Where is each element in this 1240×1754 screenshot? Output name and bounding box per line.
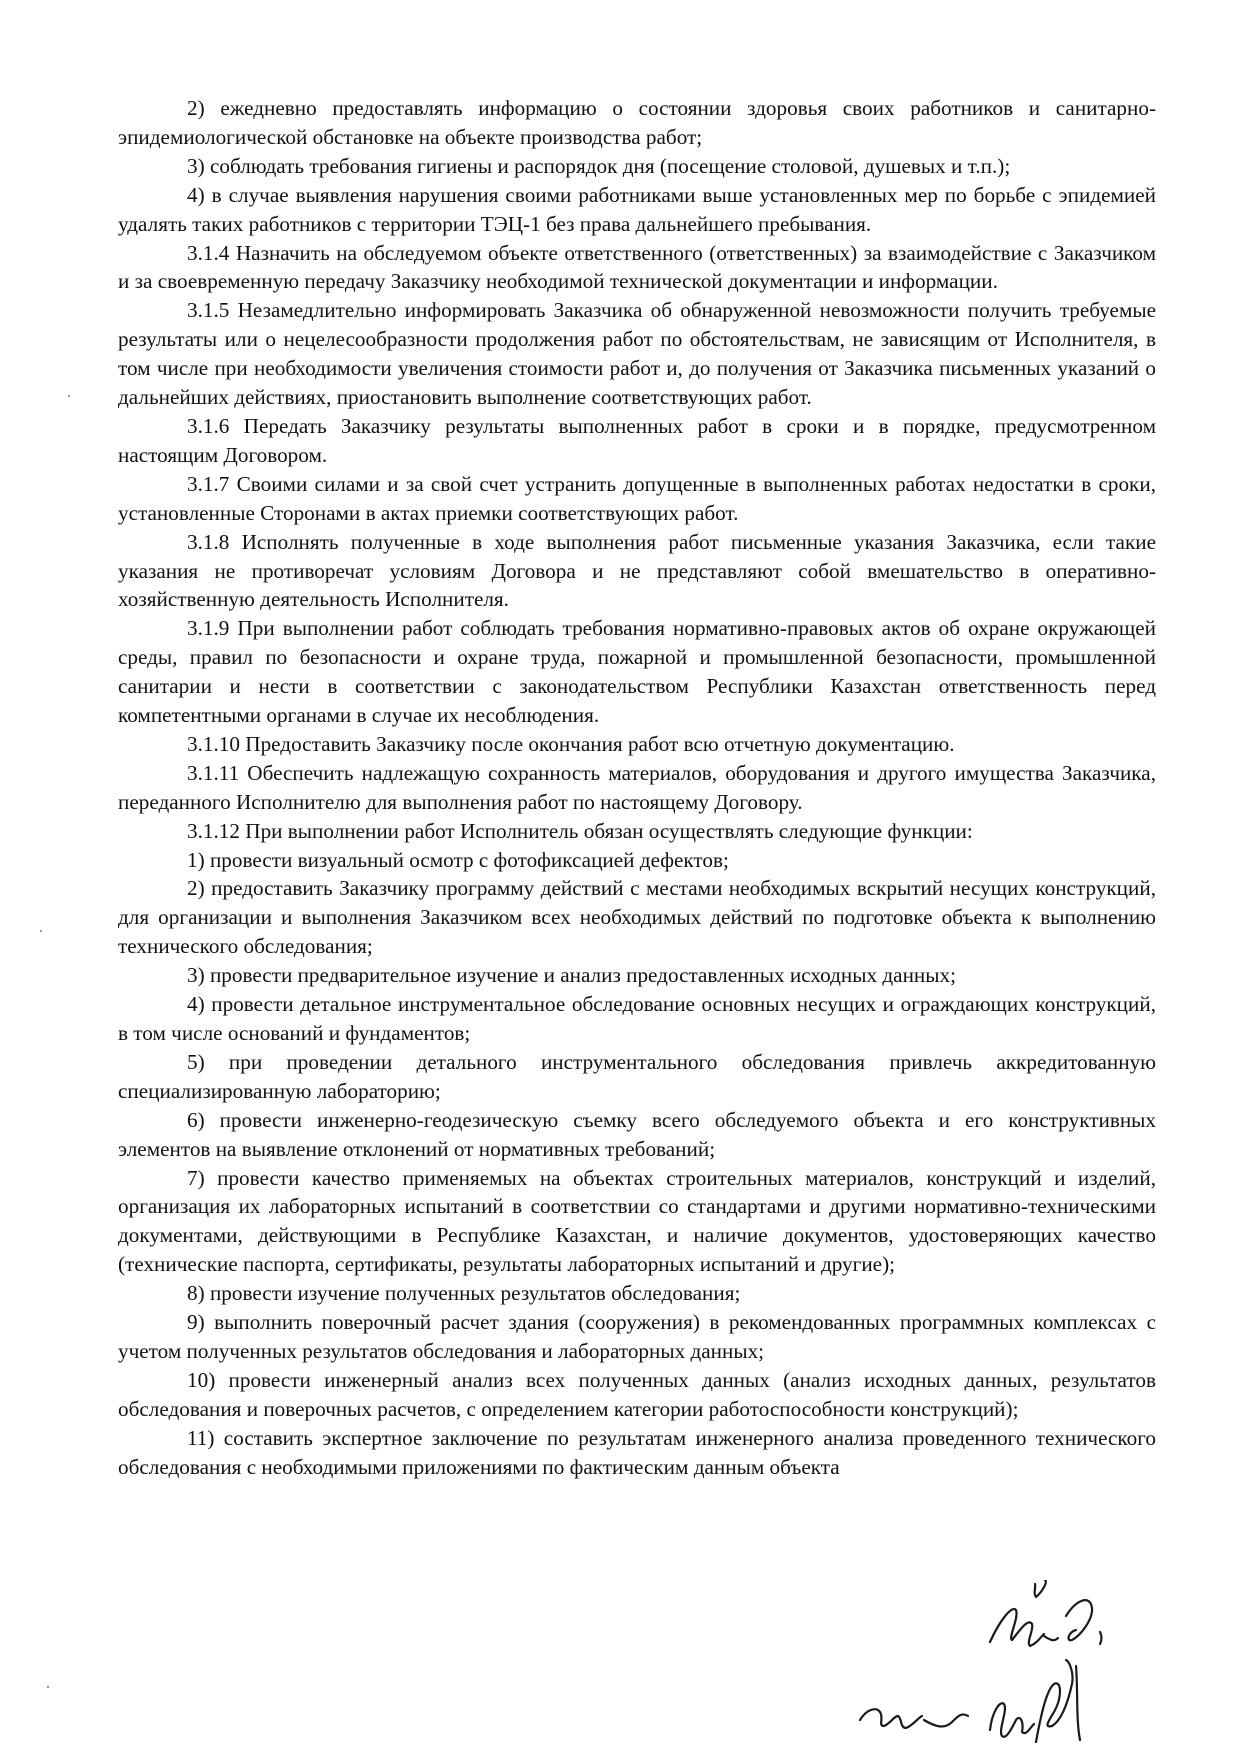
paragraph: 3.1.7 Своими силами и за свой счет устранить допущенные в выполненных работах недостатки в сроки, установленные Сторонами в актах приемки соответствующих работ. [118, 471, 1156, 525]
paragraph: 3.1.10 Предоставить Заказчику после окончания работ всю отчетную документацию. [187, 731, 955, 756]
signature-stroke [860, 1709, 922, 1728]
paragraph: 2) ежедневно предоставлять информацию о состоянии здоровья своих работников и санитарно-эпидемиологической обстановке на объекте производства работ; [118, 96, 1156, 149]
list-item: 11) составить экспертное заключение по результатам инженерного анализа проведенного технического обследования с необходимыми приложениями по фактическим данным объекта [118, 1425, 1156, 1479]
paragraph: 3.1.6 Передать Заказчику результаты выполненных работ в сроки и в порядке, предусмотренном настоящим Договором. [118, 413, 1156, 467]
paragraph: 3.1.5 Незамедлительно информировать Заказчика об обнаруженной невозможности получить требуемые результаты или о нецелесообразности продолжения работ по обстоятельствам, не зависящим от Исполнителя, в том числе при необходимости увеличения стоимости работ и, до получения от Заказчика письменных указаний о дальнейших действиях, приостановить выполнение соответствующих работ. [118, 298, 1156, 410]
list-item: 4) провести детальное инструментальное обследование основных несущих и ограждающих конструкций, в том числе оснований и фундаментов; [118, 992, 1156, 1045]
list-item: 8) провести изучение полученных результатов обследования; [187, 1281, 741, 1306]
list-item: 10) провести инженерный анализ всех полученных данных (анализ исходных данных, результатов обследования и поверочных расчетов, с определением категории работоспособности конструкций); [118, 1367, 1156, 1421]
signature-stroke [1100, 1632, 1102, 1644]
list-item: 5) при проведении детального инструментального обследования привлечь аккредитованную специализированную лабораторию; [118, 1049, 1156, 1103]
signature-stroke [1066, 1600, 1092, 1640]
signature-stroke [1035, 1580, 1046, 1597]
paragraph: 4) в случае выявления нарушения своими работниками выше установленных мер по борьбе с эпидемией удалять таких работников с территории ТЭЦ-1 без права дальнейшего пребывания. [118, 182, 1156, 236]
paragraph: 3.1.4 Назначить на обследуемом объекте ответственного (ответственных) за взаимодействие с Заказчиком и за своевременную передачу Заказчику необходимой технической документации и информации. [118, 240, 1156, 294]
list-item: 2) предоставить Заказчику программу действий с местами необходимых вскрытий несущих конструкций, для организации и выполнения Заказчиком всех необходимых действий по подготовке объекта к выполнению технического обследования; [118, 876, 1156, 959]
list-item: 6) провести инженерно-геодезическую съемку всего обследуемого объекта и его конструктивных элементов на выявление отклонений от нормативных требований; [118, 1107, 1156, 1161]
list-item: 7) провести качество применяемых на объектах строительных материалов, конструкций и изделий, организация их лабораторных испытаний в соответствии со стандартами и другими нормативно-техническими документами, действующими в Республике Казахстан, и наличие документов, удостоверяющих качество (технические паспорта, сертификаты, результаты лабораторных испытаний и другие); [118, 1165, 1156, 1277]
paragraph: 3.1.11 Обеспечить надлежащую сохранность материалов, оборудования и другого имущества Заказчика, переданного Исполнителю для выполнения работ по настоящему Договору. [118, 760, 1156, 814]
list-item: 9) выполнить поверочный расчет здания (сооружения) в рекомендованных программных комплексах с учетом полученных результатов обследования и лабораторных данных; [118, 1310, 1156, 1363]
list-item: 3) провести предварительное изучение и анализ предоставленных исходных данных; [187, 963, 956, 988]
scan-speck [47, 1686, 49, 1688]
signature-stroke [924, 1714, 968, 1726]
paragraph: 3) соблюдать требования гигиены и распорядок дня (посещение столовой, душевых и т.п.); [187, 153, 1011, 178]
signature-stroke [990, 1609, 1044, 1646]
signature-stroke [1036, 1660, 1073, 1742]
signature-stroke [990, 1703, 1034, 1737]
list-item: 1) провести визуальный осмотр с фотофиксацией дефектов; [187, 847, 729, 872]
paragraph: 3.1.9 При выполнении работ соблюдать требования нормативно-правовых актов об охране окружающей среды, правил по безопасности и охране труда, пожарной и промышленной безопасности, промышленной санитарии и нести в соответствии с законодательством Республики Казахстан ответственность перед компетентными органами в случае их несоблюдения. [118, 616, 1156, 728]
signature-stroke [1076, 1666, 1080, 1740]
scan-speck [40, 930, 42, 932]
document-body [118, 94, 1156, 1482]
scan-speck [68, 395, 70, 397]
handwritten-signatures [840, 1580, 1180, 1750]
paragraph: 3.1.8 Исполнять полученные в ходе выполнения работ письменные указания Заказчика, если такие указания не противоречат условиям Договора и не представляют собой вмешательство в оперативно-хозяйственную деятельность Исполнителя. [118, 529, 1156, 612]
signature-stroke [1044, 1636, 1058, 1640]
paragraph: 3.1.12 При выполнении работ Исполнитель обязан осуществлять следующие функции: [187, 818, 973, 843]
